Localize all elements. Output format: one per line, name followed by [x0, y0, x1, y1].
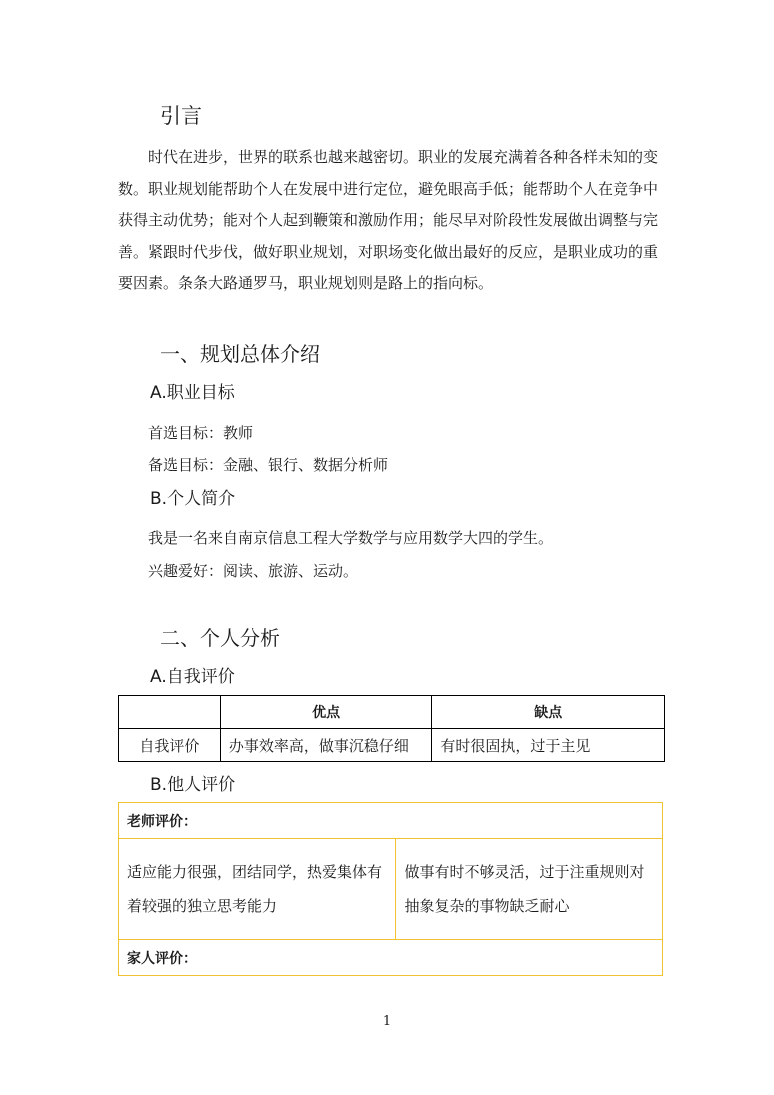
table-header-row — [119, 696, 665, 729]
table-header-cell — [119, 696, 221, 729]
teacher-strengths-cell: 适应能力很强，团结同学，热爱集体有着较强的独立思考能力 — [119, 839, 396, 940]
intro-heading: 引言 — [160, 104, 202, 128]
career-goal-heading: A.职业目标 — [150, 383, 235, 403]
goal-alternate: 备选目标：金融、银行、数据分析师 — [148, 456, 389, 474]
table-header-cell: 优点 — [220, 696, 432, 729]
profile-line: 我是一名来自南京信息工程大学数学与应用数学大四的学生。 — [148, 529, 554, 547]
table-row — [119, 803, 663, 839]
teacher-weaknesses-cell: 做事有时不够灵活，过于注重规则对抽象复杂的事物缺乏耐心 — [396, 839, 663, 940]
self-eval-table — [118, 695, 665, 762]
table-cell: 办事效率高，做事沉稳仔细 — [220, 729, 432, 762]
table-cell: 自我评价 — [119, 729, 221, 762]
table-row — [119, 940, 663, 976]
table-row — [119, 729, 665, 762]
table-cell: 有时很固执，过于主见 — [432, 729, 665, 762]
table-row — [119, 839, 663, 940]
others-eval-heading: B.他人评价 — [150, 775, 236, 795]
intro-paragraph: 时代在进步，世界的联系也越来越密切。职业的发展充满着各种各样未知的变数。职业规划能帮助个人在发展中进行定位，避免眼高手低；能帮助个人在竞争中获得主动优势；能对个人起到鞭策和激励作用；能尽早对阶段性发展做出调整与完善。紧跟时代步伐，做好职业规划，对职场变化做出最好的反应，是职业成功的重要因素。条条大路通罗马，职业规划则是路上的指向标。 — [118, 148, 659, 292]
family-eval-label: 家人评价： — [119, 940, 663, 976]
profile-heading: B.个人简介 — [150, 489, 236, 509]
table-header-cell: 缺点 — [432, 696, 665, 729]
page-number: 1 — [382, 1014, 392, 1029]
self-eval-heading: A.自我评价 — [150, 667, 235, 687]
hobbies-line: 兴趣爱好：阅读、旅游、运动。 — [148, 562, 359, 580]
goal-primary: 首选目标：教师 — [148, 424, 254, 442]
section1-heading: 一、规划总体介绍 — [160, 342, 320, 366]
section2-heading: 二、个人分析 — [160, 626, 280, 650]
others-eval-table — [118, 802, 663, 976]
teacher-eval-label: 老师评价： — [119, 803, 663, 839]
